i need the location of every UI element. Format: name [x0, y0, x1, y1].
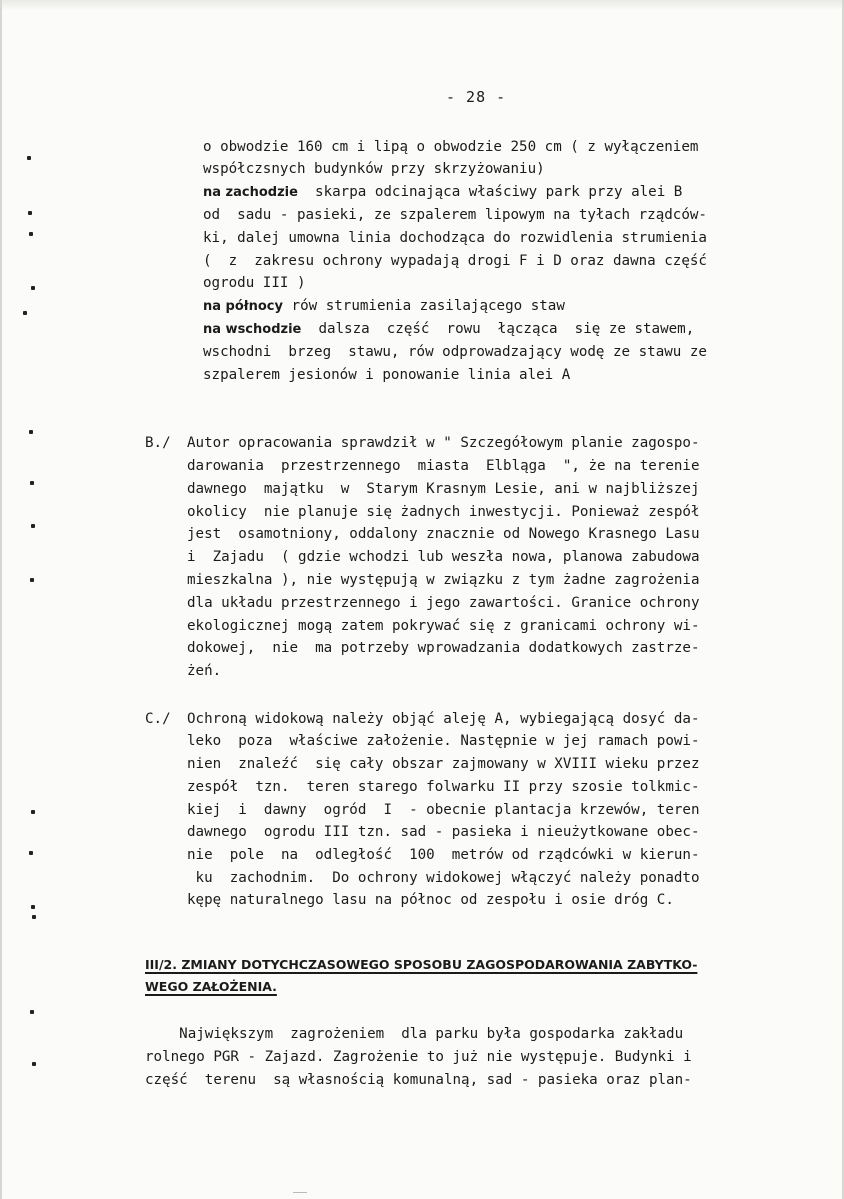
paragraph-line: żeń.	[187, 663, 222, 679]
text-line	[203, 182, 682, 202]
margin-speck	[31, 810, 35, 814]
paragraph-line: Ochroną widokową należy objąć aleję A, wybiegającą dosyć da-	[187, 711, 700, 727]
text-line: ki, dalej umowna linia dochodząca do rozwidlenia strumienia	[203, 230, 707, 246]
direction-label-west: na zachodzie	[203, 185, 298, 200]
section-label-c: C./	[145, 711, 171, 727]
paragraph-line: Autor opracowania sprawdził w " Szczegółowym planie zagospo-	[187, 435, 700, 451]
paragraph-line: kiej i dawny ogród I - obecnie plantacja krzewów, teren	[187, 802, 700, 818]
margin-speck	[28, 211, 32, 215]
paragraph-line: rolnego PGR - Zajazd. Zagrożenie to już nie występuje. Budynki i	[145, 1049, 692, 1065]
paragraph-line: nien znaleźć się cały obszar zajmowany w XVIII wieku przez	[187, 756, 700, 772]
paragraph-line: jest osamotniony, oddalony znacznie od Nowego Krasnego Lasu	[187, 526, 700, 542]
paragraph-line: Największym zagrożeniem dla parku była gospodarka zakładu	[145, 1026, 684, 1042]
direction-label-north: na północy	[203, 299, 283, 314]
margin-speck	[32, 1062, 36, 1066]
margin-speck	[29, 430, 33, 434]
margin-speck	[27, 156, 31, 160]
text-line	[203, 319, 694, 339]
text-line: wschodni brzeg stawu, rów odprowadzający wodę ze stawu ze	[203, 344, 707, 360]
margin-speck	[29, 851, 33, 855]
paragraph-line: dokowej, nie ma potrzeby wprowadzania dodatkowych zastrze-	[187, 640, 700, 656]
paragraph-line: kępę naturalnego lasu na północ od zespołu i osie dróg C.	[187, 892, 674, 908]
page-number: - 28 -	[446, 88, 507, 106]
line-text: o obwodzie 160 cm i lipą o obwodzie 250 cm ( z wyłączeniem	[203, 139, 699, 155]
margin-speck	[32, 915, 36, 919]
paragraph-line: nie pole na odległość 100 metrów od rządcówki w kierun-	[187, 847, 700, 863]
scan-top-edge	[0, 0, 844, 10]
paragraph-line: zespół tzn. teren starego folwarku II przy szosie tolkmic-	[187, 779, 700, 795]
line-text: dalsza część rowu łącząca się ze stawem,	[318, 321, 695, 337]
margin-speck	[23, 311, 27, 315]
margin-speck	[31, 905, 35, 909]
paragraph-line: część terenu są własnością komunalną, sad - pasieka oraz plan-	[145, 1072, 692, 1088]
direction-label-east: na wschodzie	[203, 322, 302, 337]
text-line: ogrodu III )	[203, 275, 306, 291]
line-text: skarpa odcinająca właściwy park przy alei B	[315, 184, 683, 200]
section-heading-line-2: WEGO ZAŁOŻENIA.	[145, 979, 277, 994]
text-line: szpalerem jesionów i ponowanie linia alei A	[203, 367, 571, 383]
margin-speck	[29, 232, 33, 236]
margin-speck	[30, 1010, 34, 1014]
margin-speck	[30, 481, 34, 485]
paragraph-line: dawnego majątku w Starym Krasnym Lesie, ani w najbliższej	[187, 481, 700, 497]
paragraph-line: darowania przestrzennego miasta Elbląga ", że na terenie	[187, 458, 700, 474]
scan-bottom-mark	[293, 1192, 307, 1193]
scan-left-edge	[0, 0, 2, 1199]
margin-speck	[30, 578, 34, 582]
paragraph-line: okolicy nie planuje się żadnych inwestycji. Ponieważ zespół	[187, 504, 700, 520]
paragraph-line: i Zajadu ( gdzie wchodzi lub weszła nowa, planowa zabudowa	[187, 549, 700, 565]
text-line: ( z zakresu ochrony wypadają drogi F i D oraz dawna część	[203, 253, 707, 269]
margin-speck	[31, 286, 35, 290]
paragraph-line: ku zachodnim. Do ochrony widokowej włączyć należy ponadto	[187, 870, 700, 886]
line-text: rów strumienia zasilającego staw	[291, 298, 565, 314]
section-label-b: B./	[145, 435, 171, 451]
paragraph-line: dawnego ogrodu III tzn. sad - pasieka i nieużytkowane obec-	[187, 824, 700, 840]
paragraph-line: mieszkalna ), nie występują w związku z tym żadne zagrożenia	[187, 572, 700, 588]
margin-speck	[31, 524, 35, 528]
paragraph-line: ekologicznej mogą zatem pokrywać się z granicami ochrony wi-	[187, 618, 700, 634]
text-line	[203, 296, 565, 316]
section-heading-line-1: III/2. ZMIANY DOTYCHCZASOWEGO SPOSOBU ZAGOSPODAROWANIA ZABYTKO-	[145, 957, 698, 972]
text-line: od sadu - pasieki, ze szpalerem lipowym na tyłach rządców-	[203, 207, 707, 223]
text-line: współczsnych budynków przy skrzyżowaniu)	[203, 161, 545, 177]
paragraph-line: dla układu przestrzennego i jego zawartości. Granice ochrony	[187, 595, 700, 611]
text-line	[203, 137, 797, 157]
paragraph-line: leko poza właściwe założenie. Następnie w jej ramach powi-	[187, 733, 700, 749]
